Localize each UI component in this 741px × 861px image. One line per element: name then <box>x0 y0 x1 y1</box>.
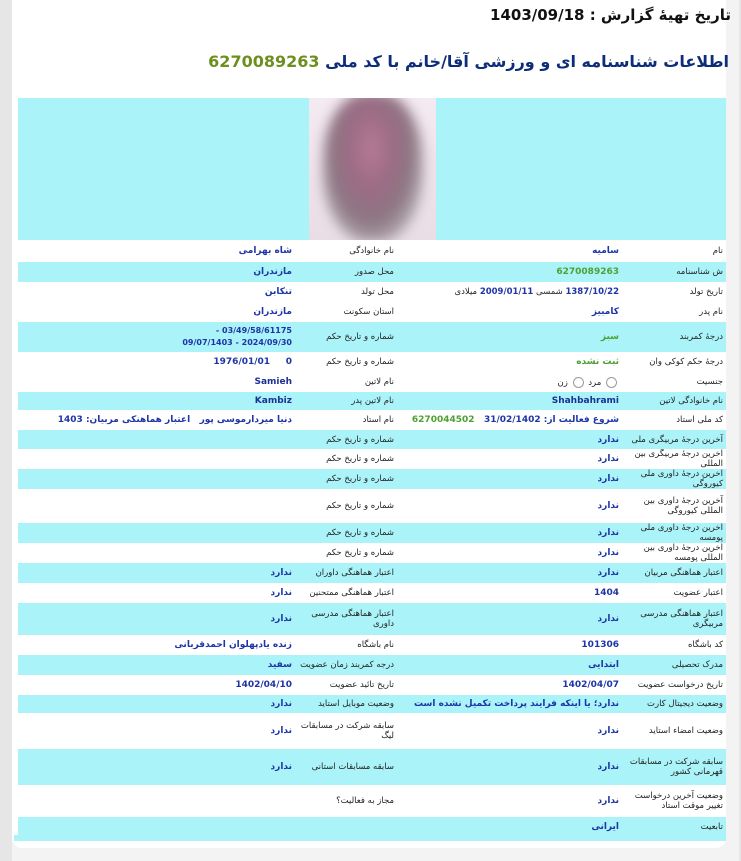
field-value: ندارد؛ یا اینکه فرایند پرداخت تکمیل نشده است <box>397 695 622 713</box>
field-value: ندارد <box>18 749 295 785</box>
belt-order-date: 2024/09/30 - 09/07/1403 <box>182 338 292 347</box>
field-value: ندارد <box>397 523 622 543</box>
field-label: اعتبار هماهنگی مدرسی داوری <box>295 603 397 635</box>
table-row <box>18 430 726 449</box>
gender-option-male: مرد <box>588 377 602 388</box>
field-value: ندارد <box>397 489 622 523</box>
order-cell <box>18 352 295 372</box>
table-row <box>18 655 726 675</box>
field-label: آخرین درجهٔ مربیگری ملی <box>622 430 726 449</box>
field-label: شماره و تاریخ حکم <box>295 543 397 563</box>
table-row <box>18 322 726 352</box>
field-label: نام استاد <box>295 410 397 430</box>
field-label: اعتبار هماهنگی داوران <box>295 563 397 583</box>
master-id-cell <box>397 410 622 430</box>
gender-options <box>397 372 622 392</box>
field-label: نام خانوادگی <box>295 240 397 262</box>
table-row <box>18 543 726 563</box>
field-label: آخرین درجهٔ مربیگری بین المللی <box>622 449 726 469</box>
field-label: تابعیت <box>622 817 726 837</box>
profile-table <box>18 98 726 837</box>
table-row <box>18 240 726 262</box>
field-value: ندارد <box>397 449 622 469</box>
field-label: شماره و تاریخ حکم <box>295 449 397 469</box>
title-national-id: 6270089263 <box>208 52 320 71</box>
master-name-cell <box>18 410 295 430</box>
belt-order-number: 03/49/58/61175 - <box>215 326 292 335</box>
gender-option-female: زن <box>557 377 568 388</box>
field-label: کد باشگاه <box>622 635 726 655</box>
table-row <box>18 410 726 430</box>
field-label: سابقه مسابقات استانی <box>295 749 397 785</box>
field-value: ندارد <box>18 713 295 749</box>
field-label: نام <box>622 240 726 262</box>
field-label: جنسیت <box>622 372 726 392</box>
field-label: وضعیت امضاء استاید <box>622 713 726 749</box>
field-value: Shahbahrami <box>397 392 622 410</box>
field-label: شماره و تاریخ حکم <box>295 523 397 543</box>
field-label: نام باشگاه <box>295 635 397 655</box>
field-value: زنده یادپهلوان احمدقربانی <box>18 635 295 655</box>
page-title <box>208 52 729 71</box>
calendar-shamsi: شمسی <box>536 287 563 297</box>
master-start-date: شروع فعالیت از: 31/02/1402 <box>483 415 619 425</box>
field-value: ندارد <box>397 713 622 749</box>
field-label: ش شناسنامه <box>622 262 726 282</box>
field-label: محل تولد <box>295 282 397 302</box>
gender-radio-female[interactable] <box>573 377 584 388</box>
coach-coordination: اعتبار هماهنکی مربیان: 1403 <box>57 415 191 425</box>
table-row <box>18 282 726 302</box>
birth-date-gregorian: 2009/01/11 <box>479 287 534 297</box>
field-value: Samieh <box>18 372 295 392</box>
field-value: مازندران <box>18 262 295 282</box>
table-row <box>18 352 726 372</box>
field-label: وضعیت آخرین درخواست تغییر موقت استاد <box>622 785 726 817</box>
page-title-text: اطلاعات شناسنامه ای و ورزشی آقا/خانم با کد ملی <box>325 52 729 71</box>
field-label: مجاز به فعالیت؟ <box>295 785 397 817</box>
field-value: ندارد <box>18 583 295 603</box>
field-value: ندارد <box>397 603 622 635</box>
field-label: آخرین درجهٔ داوری بین المللی پومسه <box>622 543 726 563</box>
table-row <box>18 695 726 713</box>
field-value: ندارد <box>397 543 622 563</box>
table-row <box>18 713 726 749</box>
field-value: 1402/04/07 <box>397 675 622 695</box>
field-label: سابقه شرکت در مسابقات قهرمانی کشور <box>622 749 726 785</box>
footer-strip <box>14 835 726 841</box>
field-value: شاه بهرامی <box>18 240 295 262</box>
field-label: اعتبار عضویت <box>622 583 726 603</box>
field-label: اعتبار هماهنگی مدرسی مربیگری <box>622 603 726 635</box>
photo-row <box>18 98 726 240</box>
field-label: آخرین درجهٔ داوری ملی پومسه <box>622 523 726 543</box>
field-value: ندارد <box>18 563 295 583</box>
field-label: تاریخ تائید عضویت <box>295 675 397 695</box>
table-row <box>18 302 726 322</box>
field-value: ندارد <box>397 430 622 449</box>
field-label: نام خانوادگی لاتین <box>622 392 726 410</box>
field-label: شماره و تاریخ حکم <box>295 352 397 372</box>
field-label: سابقه شرکت در مسابقات لیگ <box>295 713 397 749</box>
belt-order-cell <box>18 322 295 352</box>
birth-date-cell <box>397 282 622 302</box>
field-value: Kambiz <box>18 392 295 410</box>
field-label: استان سکونت <box>295 302 397 322</box>
table-row <box>18 449 726 469</box>
order-date: 1976/01/01 <box>213 357 271 367</box>
field-value: کامبیز <box>397 302 622 322</box>
field-label: کد ملی استاد <box>622 410 726 430</box>
table-row <box>18 583 726 603</box>
field-value: ندارد <box>397 469 622 489</box>
field-label: وضعیت دیجیتال کارت <box>622 695 726 713</box>
table-row <box>18 523 726 543</box>
field-value: 101306 <box>397 635 622 655</box>
master-national-id: 6270044502 <box>411 415 475 425</box>
table-row <box>18 372 726 392</box>
table-row <box>18 262 726 282</box>
field-value: ایرانی <box>397 817 622 837</box>
table-row <box>18 563 726 583</box>
table-row <box>18 469 726 489</box>
field-value: ندارد <box>397 749 622 785</box>
gender-radio-male[interactable] <box>606 377 617 388</box>
field-value: 1404 <box>397 583 622 603</box>
field-value: 1402/04/10 <box>18 675 295 695</box>
master-name: دنیا میردارموسی پور <box>199 415 292 425</box>
table-row <box>18 635 726 655</box>
field-label: نام لاتین <box>295 372 397 392</box>
field-value: ثبت نشده <box>397 352 622 372</box>
field-value: سامیه <box>397 240 622 262</box>
table-row <box>18 749 726 785</box>
field-value: تنکابن <box>18 282 295 302</box>
field-value: ندارد <box>397 563 622 583</box>
report-date-label: تاریخ تهیهٔ گزارش : <box>589 6 731 24</box>
table-row <box>18 817 726 837</box>
field-value <box>18 785 295 817</box>
table-row <box>18 603 726 635</box>
field-label: وضعیت موبایل استاید <box>295 695 397 713</box>
field-value: مازندران <box>18 302 295 322</box>
field-label: درجهٔ حکم کوکی وان <box>622 352 726 372</box>
field-label: مدرک تحصیلی <box>622 655 726 675</box>
field-label: تاریخ تولد <box>622 282 726 302</box>
field-value: ندارد <box>18 695 295 713</box>
calendar-gregorian: میلادی <box>454 287 478 297</box>
field-label: اعتبار هماهنگی ممتحنین <box>295 583 397 603</box>
field-value: ابتدایی <box>397 655 622 675</box>
belt-value: سبز <box>397 322 622 352</box>
field-label: نام پدر <box>622 302 726 322</box>
field-label: درجهٔ کمربند <box>622 322 726 352</box>
field-value: ندارد <box>18 603 295 635</box>
field-label: شماره و تاریخ حکم <box>295 430 397 449</box>
field-label: محل صدور <box>295 262 397 282</box>
field-label: نام لاتین پدر <box>295 392 397 410</box>
order-number: 0 <box>285 357 292 367</box>
field-value: 6270089263 <box>397 262 622 282</box>
report-date <box>490 6 731 24</box>
table-row <box>18 392 726 410</box>
field-label: شماره و تاریخ حکم <box>295 469 397 489</box>
field-label: درجه کمربند زمان عضویت <box>295 655 397 675</box>
table-row <box>18 489 726 523</box>
birth-date-shamsi: 1387/10/22 <box>565 287 619 297</box>
field-label: آخرین درجهٔ داوری بین المللی کیوروگی <box>622 489 726 523</box>
report-date-value: 1403/09/18 <box>490 6 585 24</box>
profile-photo <box>309 98 436 240</box>
field-label: شماره و تاریخ حکم <box>295 322 397 352</box>
table-row <box>18 675 726 695</box>
field-label: تاریخ درخواست عضویت <box>622 675 726 695</box>
field-label: شماره و تاریخ حکم <box>295 489 397 523</box>
field-label: اعتبار هماهنگی مربیان <box>622 563 726 583</box>
field-label: آخرین درجهٔ داوری ملی کیوروگی <box>622 469 726 489</box>
table-row <box>18 785 726 817</box>
field-value: سفید <box>18 655 295 675</box>
field-value: ندارد <box>397 785 622 817</box>
